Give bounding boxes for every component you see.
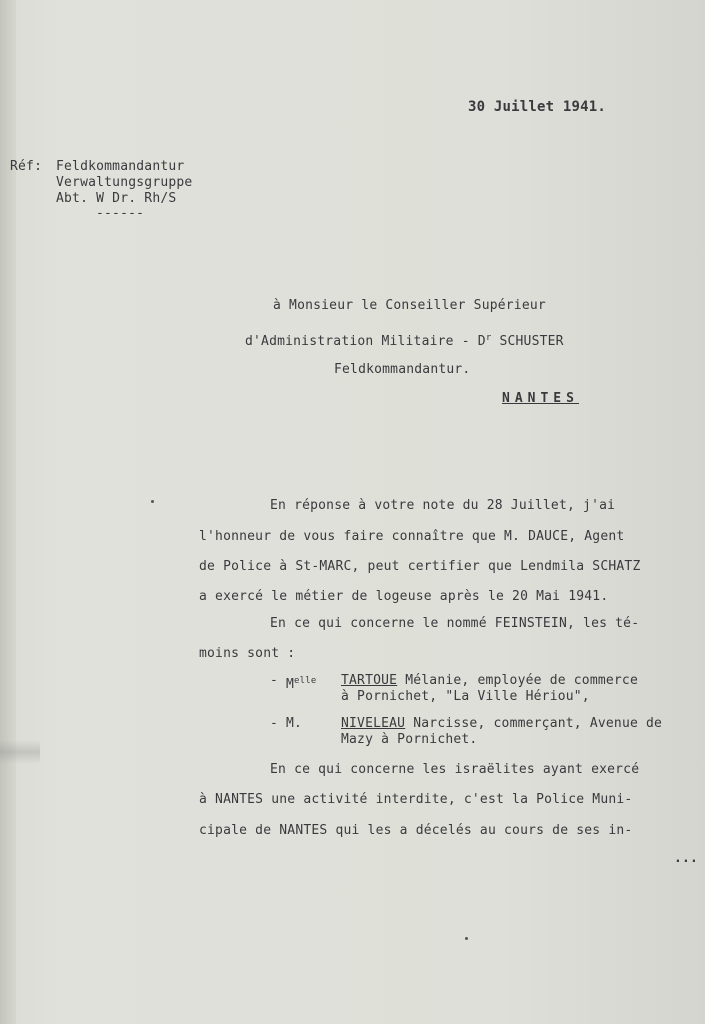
body-p1-line-4: a exercé le métier de logeuse après le 20 Mai 1941. xyxy=(199,589,609,604)
recipient-line-3: Feldkommandantur. xyxy=(334,362,471,377)
witness-2-details: Narcisse, commerçant, Avenue de xyxy=(405,716,663,731)
witness-1-title-prefix: M xyxy=(286,677,295,692)
body-p1-line-1: En réponse à votre note du 28 Juillet, j'ai xyxy=(270,498,616,513)
recipient-line-2-prefix: d'Administration Militaire - D xyxy=(245,334,486,349)
reference-line-3: Abt. W Dr. Rh/S xyxy=(56,191,177,206)
witness-2-line-1 xyxy=(341,716,662,732)
witness-2-line-2: Mazy à Pornichet. xyxy=(341,732,478,747)
witness-1-details: Mélanie, employée de commerce xyxy=(397,673,638,688)
body-p1-line-2: l'honneur de vous faire connaître que M. DAUCE, Agent xyxy=(199,529,625,544)
recipient-line-1: à Monsieur le Conseiller Supérieur xyxy=(273,298,546,313)
recipient-line-2-suffix: SCHUSTER xyxy=(491,334,564,349)
continuation-dots: ... xyxy=(674,851,699,866)
body-p2-line-1: En ce qui concerne le nommé FEINSTEIN, les té- xyxy=(270,616,640,631)
reference-label: Réf: xyxy=(10,159,43,174)
witness-1-title-sup: elle xyxy=(294,676,317,686)
body-p3-line-3: cipale de NANTES qui les a décelés au cours de ses in- xyxy=(199,823,633,838)
witness-2-dash: - xyxy=(270,716,279,731)
body-p3-line-2: à NANTES une activité interdite, c'est la Police Muni- xyxy=(199,792,633,807)
recipient-line-2 xyxy=(245,330,564,350)
ink-dot xyxy=(151,500,154,503)
page-edge-shadow xyxy=(0,0,16,1024)
recipient-title-sup: r xyxy=(485,333,492,343)
recipient-city: NANTES xyxy=(502,391,579,406)
witness-1-line-2: à Pornichet, "La Ville Hériou", xyxy=(341,689,590,704)
body-p1-line-3: de Police à St-MARC, peut certifier que Lendmila SCHATZ xyxy=(199,559,641,574)
paper-fold-mark xyxy=(0,740,40,764)
reference-line-2: Verwaltungsgruppe xyxy=(56,175,193,190)
witness-1-line-1 xyxy=(341,673,638,689)
witness-1-name: TARTOUE xyxy=(341,673,398,688)
witness-2-title: M. xyxy=(286,716,303,731)
body-p3-line-1: En ce qui concerne les israëlites ayant exercé xyxy=(270,762,640,777)
witness-2-name: NIVELEAU xyxy=(341,716,406,731)
reference-rule: ------ xyxy=(96,206,145,221)
body-p2-line-2: moins sont : xyxy=(199,646,296,661)
letter-date: 30 Juillet 1941. xyxy=(468,99,607,115)
ink-dot xyxy=(465,937,468,940)
witness-1-title xyxy=(286,673,317,693)
reference-line-1: Feldkommandantur xyxy=(56,159,185,174)
witness-1-dash: - xyxy=(270,673,279,688)
